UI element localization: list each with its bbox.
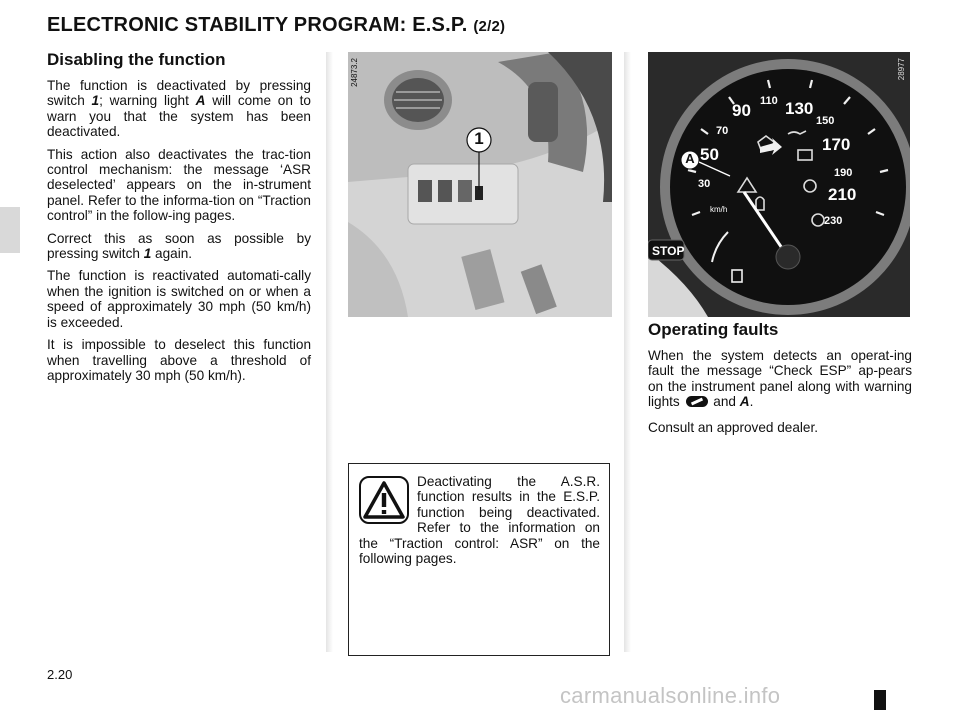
- paragraph-text: When the system detects an operat-ing fault the message “Check ESP” ap-pears on the instrument panel along with warning lights: [648, 348, 912, 410]
- paragraph-reactivation: The function is reactivated automati-cally when the ignition is switched on or when a speed of approximately 30 mph (50 km/h) is exceeded.: [47, 268, 311, 330]
- speed-label-190: 190: [834, 167, 853, 179]
- warning-light-ref: A: [739, 394, 750, 410]
- paragraph-text: ; warning light: [99, 93, 196, 109]
- paragraph-text: will come on to warn you that the system has been deactivated.: [47, 93, 311, 140]
- figure-ref-switch: 24873.2: [350, 58, 359, 87]
- paragraph-text: Correct this as soon as possible by pressing switch: [47, 230, 311, 262]
- page-title-suffix: (2/2): [473, 18, 506, 35]
- switch-illustration: [348, 52, 612, 317]
- paragraph-asr: This action also deactivates the trac-tion control mechanism: the message ‘ASR deselected’ appears on the in-strument panel. Refer to the informa-tion on “Traction control” in the follow-ing pages.: [47, 146, 311, 224]
- speed-label-150: 150: [816, 115, 835, 127]
- speed-label-70: 70: [716, 125, 729, 137]
- callout-a-label: A: [685, 151, 695, 166]
- paragraph-text: again.: [151, 246, 193, 262]
- watermark: carmanualsonline.info: [560, 683, 781, 708]
- figure-ref-cluster: 28977: [897, 58, 906, 81]
- paragraph-correct: [47, 231, 311, 262]
- page-title-text: ELECTRONIC STABILITY PROGRAM: E.S.P.: [47, 14, 468, 36]
- speed-unit: km/h: [710, 205, 728, 214]
- section-heading-disabling: Disabling the function: [47, 50, 226, 69]
- section-heading-faults: Operating faults: [648, 320, 779, 339]
- paragraph-deactivation: [47, 78, 311, 140]
- operating-faults-section: [648, 320, 912, 445]
- page-title: [47, 14, 505, 37]
- paragraph-check-esp: [648, 348, 912, 410]
- section-tab: [0, 207, 20, 253]
- switch-ref: 1: [91, 93, 100, 109]
- column-divider-right: [624, 52, 631, 652]
- speed-label-130: 130: [785, 99, 814, 118]
- paragraph-text: and: [709, 394, 740, 410]
- left-column: [47, 50, 311, 390]
- speed-label-90: 90: [732, 101, 751, 120]
- speed-label-50: 50: [700, 145, 719, 164]
- speedometer-illustration: [648, 52, 910, 317]
- cluster-photo: [648, 52, 910, 317]
- switch-ref: 1: [143, 246, 152, 262]
- paragraph-text: .: [749, 394, 754, 410]
- speed-label-230: 230: [824, 215, 843, 227]
- speed-label-170: 170: [822, 135, 851, 154]
- paragraph-consult: Consult an approved dealer.: [648, 419, 819, 435]
- page-number: 2.20: [47, 667, 73, 682]
- column-divider-left: [326, 52, 333, 652]
- service-warning-icon: [686, 396, 708, 407]
- switch-photo: [348, 52, 612, 317]
- paragraph-threshold: It is impossible to deselect this function when travelling above a threshold of approximately 30 mph (50 km/h).: [47, 337, 311, 383]
- warning-light-ref: A: [195, 93, 206, 109]
- speed-label-210: 210: [828, 185, 857, 204]
- corner-mark: [874, 690, 886, 710]
- speed-label-110: 110: [760, 95, 778, 107]
- warning-text: Deactivating the A.S.R. function results in the E.S.P. function being deactivated. Refer to the information on the “Traction control: ASR” on the following pages.: [359, 474, 600, 567]
- speed-label-30: 30: [698, 178, 711, 190]
- stop-label: STOP: [652, 244, 685, 258]
- warning-box: [348, 463, 610, 656]
- callout-1-label: 1: [474, 129, 484, 148]
- paragraph-text: The function is deactivated by pressing switch: [47, 78, 311, 109]
- warning-triangle-icon: [359, 476, 409, 524]
